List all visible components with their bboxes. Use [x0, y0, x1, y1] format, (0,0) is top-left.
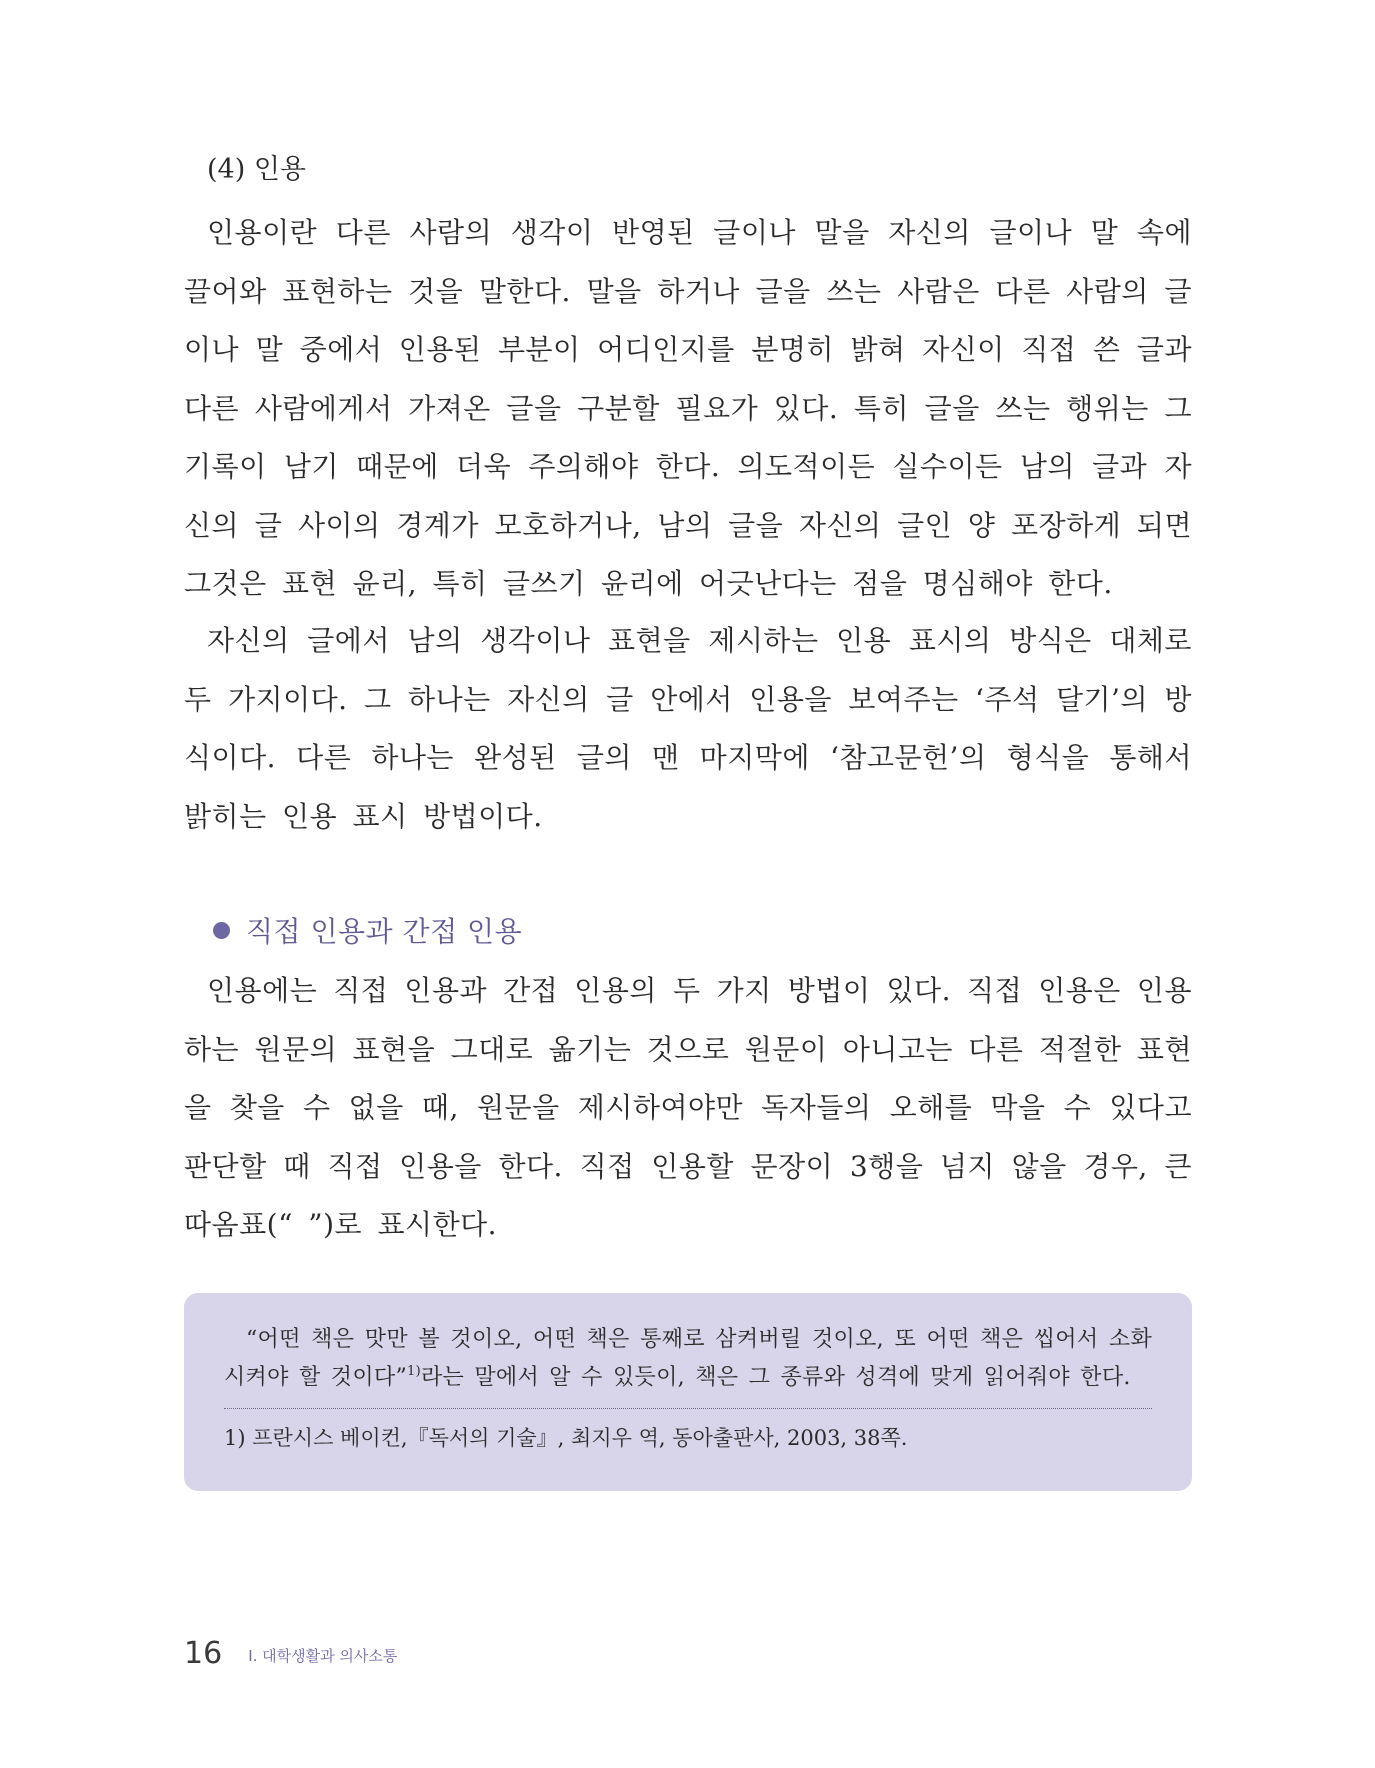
footnote: 1) 프란시스 베이컨,『독서의 기술』, 최지우 역, 동아출판사, 2003, 38쪽. — [224, 1426, 908, 1450]
paragraph-citation-methods: 자신의 글에서 남의 생각이나 표현을 제시하는 인용 표시의 방식은 대체로 두 가지이다. 그 하나는 자신의 글 안에서 인용을 보여주는 ‘주석 달기’의 방식이다. 다른 하나는 완성된 글의 맨 마지막에 ‘참고문헌’의 형식을 통해서 밝히는 인용 표시 방법이다. — [184, 624, 1192, 833]
chapter-title: I. 대학생활과 의사소통 — [248, 1647, 398, 1665]
paragraph-direct-quotation: 인용에는 직접 인용과 간접 인용의 두 가지 방법이 있다. 직접 인용은 인용하는 원문의 표현을 그대로 옮기는 것으로 원문이 아니고는 다른 적절한 표현을 찾을 수 없을 때, 원문을 제시하여야만 독자들의 오해를 막을 수 있다고 판단할 때 직접 인용을 한다. 직접 인용할 문장이 3행을 넘지 않을 경우, 큰따옴표(“ ”)로 표시한다. — [184, 974, 1192, 1241]
page-number: 16 — [184, 1636, 223, 1671]
subsection-heading-text: 직접 인용과 간접 인용 — [246, 915, 523, 948]
footnote-divider — [224, 1408, 1152, 1409]
quote-continuation: 라는 말에서 알 수 있듯이, 책은 그 종류와 성격에 맞게 읽어줘야 한다. — [420, 1365, 1131, 1390]
page-footer — [184, 1628, 397, 1672]
footnote-marker: 1) — [407, 1364, 421, 1379]
quote-text: “어떤 책은 맛만 볼 것이오, 어떤 책은 통째로 삼켜버릴 것이오, 또 어떤 책은 씹어서 소화시켜야 할 것이다” — [224, 1327, 1152, 1390]
example-quote-box — [184, 1293, 1192, 1491]
subsection-heading — [213, 910, 522, 950]
bullet-icon — [213, 922, 230, 939]
paragraph-definition: 인용이란 다른 사람의 생각이 반영된 글이나 말을 자신의 글이나 말 속에 끌어와 표현하는 것을 말한다. 말을 하거나 글을 쓰는 사람은 다른 사람의 글이나 말 중에서 인용된 부분이 어디인지를 분명히 밝혀 자신이 직접 쓴 글과 다른 사람에게서 가져온 글을 구분할 필요가 있다. 특히 글을 쓰는 행위는 그 기록이 남기 때문에 더욱 주의해야 한다. 의도적이든 실수이든 남의 글과 자신의 글 사이의 경계가 모호하거나, 남의 글을 자신의 글인 양 포장하게 되면 그것은 표현 윤리, 특히 글쓰기 윤리에 어긋난다는 점을 명심해야 한다. — [184, 216, 1192, 600]
example-quote — [224, 1321, 1152, 1397]
section-heading: (4) 인용 — [207, 154, 306, 185]
